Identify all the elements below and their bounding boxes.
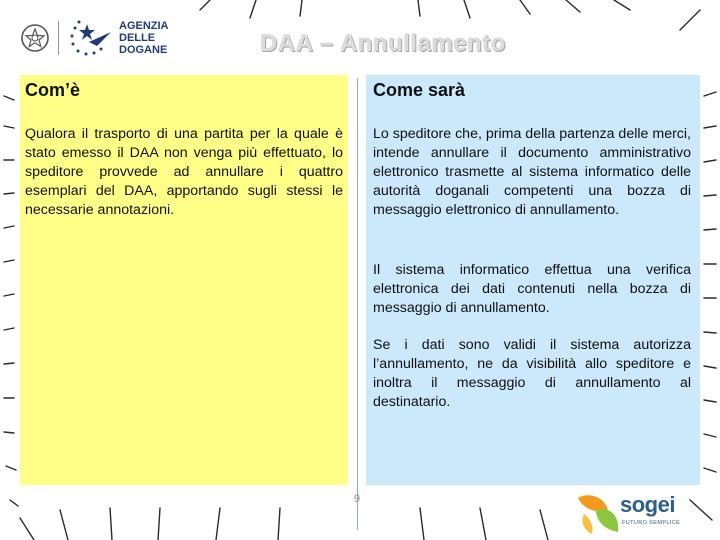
- slide-title: DAA – Annullamento: [260, 30, 506, 57]
- page-number: 9: [354, 493, 361, 505]
- left-column-paragraph: Qualora il trasporto di una partita per la quale è stato emesso il DAA non venga più effettuato, lo speditore provvede ad annullare i quattro esemplari del DAA, apportando sugli stessi le necessarie annotazioni.: [25, 126, 343, 218]
- left-column-heading: Com’è: [25, 80, 81, 100]
- right-column-heading: Come sarà: [373, 80, 466, 100]
- panel-divider: [357, 78, 358, 530]
- agency-name-line-2: DELLE: [119, 32, 156, 44]
- right-column-paragraph-2: Il sistema informatico effettua una verifica elettronica dei dati contenuti nella bozza di messaggio di annullamento.: [373, 262, 691, 316]
- right-column-paragraph-1: Lo speditore che, prima della partenza delle merci, intende annullare il documento amministrativo elettronico trasmette al sistema informatico delle autorità doganali competenti una bozza di messaggio elettronico di annullamento.: [373, 126, 691, 218]
- sogei-name: sogei: [620, 492, 675, 517]
- sogei-tagline: FUTURO SEMPLICE: [622, 520, 681, 526]
- right-column-paragraph-3: Se i dati sono validi il sistema autorizza l’annullamento, ne da visibilità allo speditore e inoltra il messaggio di annullamento al destinatario.: [373, 337, 691, 410]
- agency-name-line-1: AGENZIA: [119, 20, 169, 32]
- agency-name-line-3: DOGANE: [119, 44, 168, 56]
